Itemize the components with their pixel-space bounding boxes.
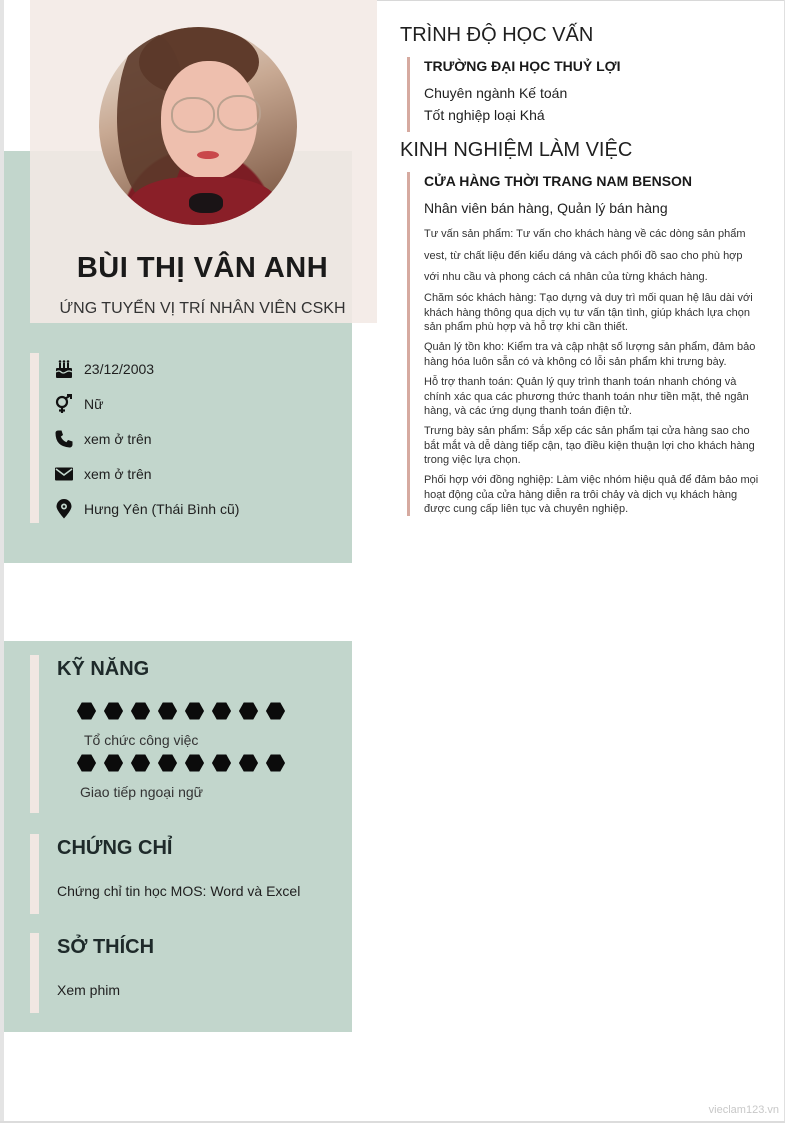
certificates-accent-bar [30,834,39,914]
education-accent-bar [407,57,410,132]
cake-icon [54,359,74,379]
hexagon-icon [104,754,123,772]
school-name: TRƯỜNG ĐẠI HỌC THUỶ LỢI [424,58,621,74]
candidate-name: BÙI THỊ VÂN ANH [76,252,329,284]
certificate-item: Chứng chỉ tin học MOS: Word và Excel [57,883,301,899]
phone-value: xem ở trên [84,431,152,447]
company-name: CỬA HÀNG THỜI TRANG NAM BENSON [424,173,693,189]
skills-accent-bar [30,655,39,813]
duty-item: Trưng bày sản phẩm: Sắp xếp các sản phẩm tại cửa hàng sao cho bắt mắt và dễ dàng tiếp cận, tạo điều kiện thuận lợi cho khách hàng trong việc lựa chọn. [424,425,755,466]
skill-label-organize: Tổ chức công việc [84,732,199,748]
duty-item: Tư vấn sản phẩm: Tư vấn cho khách hàng về các dòng sản phẩm vest, từ chất liệu đến kiểu dáng và cách phối đồ sao cho phù hợp với nhu cầu và phong cách cá nhân của từng khách hàng. [424,228,746,283]
hexagon-icon [185,702,204,720]
hexagon-icon [185,754,204,772]
experience-title: KINH NGHIỆM LÀM VIỆC [400,139,633,161]
duty-item: Phối hợp với đồng nghiệp: Làm việc nhóm hiệu quả để đảm bảo mọi hoạt động của cửa hàng diễn ra trôi chảy và dịch vụ khách hàng được cung cấp liên tục và chuyên nghiệp. [424,474,759,515]
location-pin-icon [54,499,74,519]
education-title: TRÌNH ĐỘ HỌC VẤN [400,24,594,46]
duty-item: Quản lý tồn kho: Kiểm tra và cập nhật số lượng sản phẩm, đảm bảo hàng hóa luôn sẵn có và không có lỗi sản phẩm khi trưng bày. [424,341,756,368]
hobbies-title: SỞ THÍCH [57,936,155,958]
applied-position: ỨNG TUYỂN VỊ TRÍ NHÂN VIÊN CSKH [59,300,346,317]
hexagon-icon [239,702,258,720]
certificates-title: CHỨNG CHỈ [57,837,173,859]
hexagon-icon [131,702,150,720]
hexagon-icon [239,754,258,772]
hobbies-accent-bar [30,933,39,1013]
contact-accent-bar [30,353,39,523]
duty-item: Hỗ trợ thanh toán: Quản lý quy trình thanh toán nhanh chóng và chính xác qua các phương thức thanh toán như tiền mặt, thẻ ngân hàng, và các ứng dụng thanh toán điện tử. [424,376,749,417]
education-major: Chuyên ngành Kế toán [424,85,568,101]
email-row [54,462,152,486]
job-role: Nhân viên bán hàng, Quản lý bán hàng [424,200,668,216]
hexagon-icon [131,754,150,772]
education-grade: Tốt nghiệp loại Khá [424,107,545,123]
phone-icon [54,429,74,449]
hexagon-icon [104,702,123,720]
hexagon-icon [158,702,177,720]
phone-row [54,427,152,451]
hexagon-icon [77,754,96,772]
address-value: Hưng Yên (Thái Bình cũ) [84,501,240,517]
hobby-item: Xem phim [57,982,121,998]
skill-rating-organize [77,702,285,720]
page-border-top [377,0,785,1]
email-value: xem ở trên [84,466,152,482]
skills-title: KỸ NĂNG [57,658,150,680]
skill-rating-language [77,754,285,772]
avatar [99,27,297,225]
gender-row [54,392,103,416]
hexagon-icon [212,702,231,720]
birthday-row [54,357,154,381]
gender-value: Nữ [84,396,104,412]
hexagon-icon [266,702,285,720]
experience-accent-bar [407,172,410,516]
mail-icon [54,464,74,484]
address-row [54,497,239,521]
skill-label-language: Giao tiếp ngoại ngữ [80,784,204,800]
gender-icon [54,394,74,414]
hexagon-icon [266,754,285,772]
hexagon-icon [212,754,231,772]
birthday-value: 23/12/2003 [84,361,155,377]
duty-item: Chăm sóc khách hàng: Tạo dựng và duy trì mối quan hệ lâu dài với khách hàng thông qua dịch vụ tư vấn tận tình, giúp khách lựa chọn sản phẩm phù hợp và hỗ trợ khi cần thiết. [424,292,753,333]
hexagon-icon [77,702,96,720]
hexagon-icon [158,754,177,772]
watermark: vieclam123.vn [708,1104,779,1116]
